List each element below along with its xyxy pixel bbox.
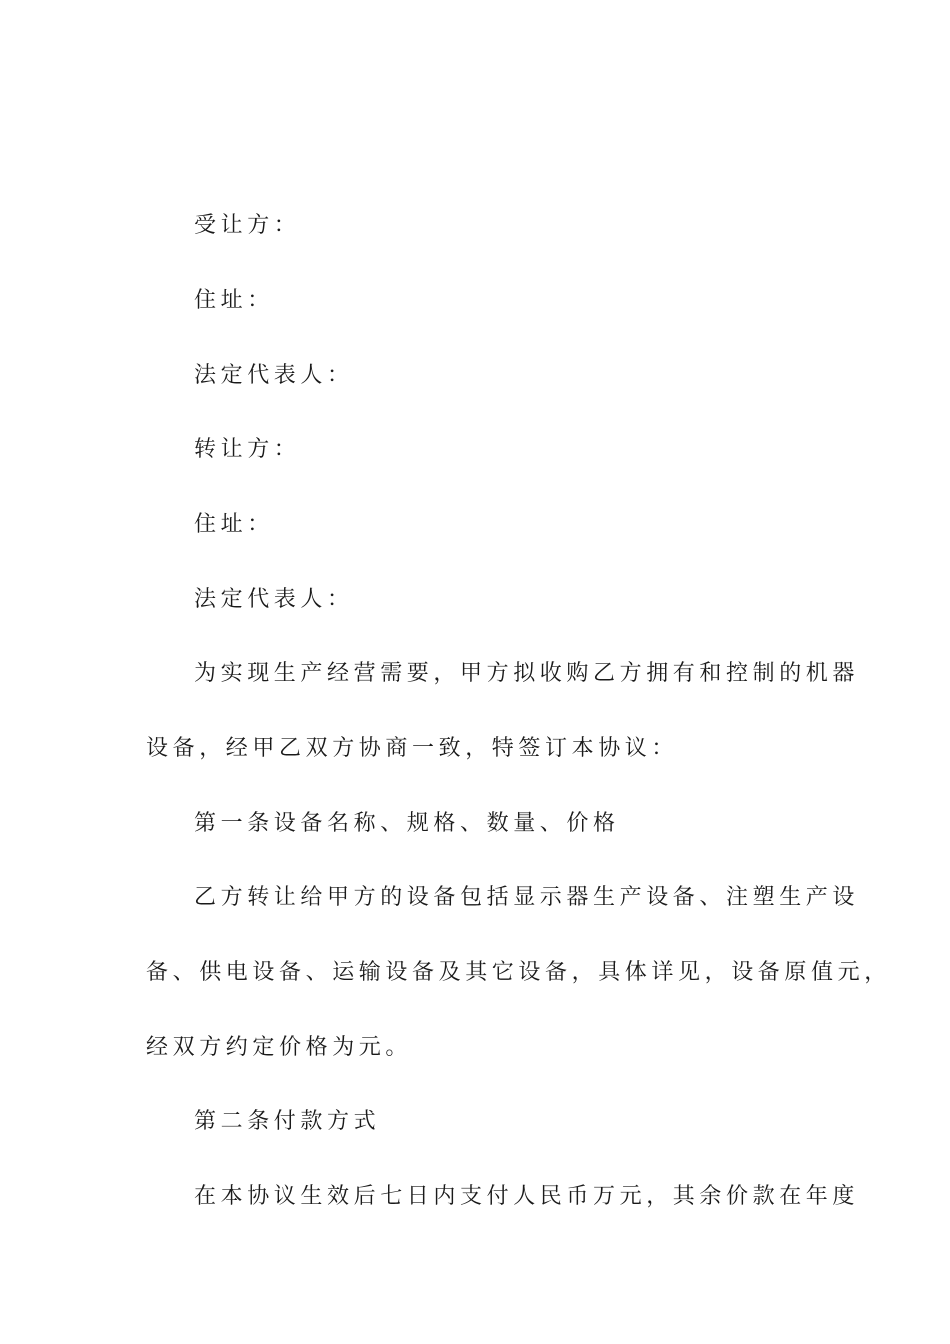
article-1-line-1: 乙方转让给甲方的设备包括显示器生产设备、注塑生产设 xyxy=(194,885,860,910)
transferee-representative-label: 法定代表人： xyxy=(194,363,354,388)
transferor-representative-label: 法定代表人： xyxy=(194,587,354,612)
article-1-line-2: 备、供电设备、运输设备及其它设备，具体详见，设备原值元， xyxy=(146,960,891,985)
article-2-heading: 第二条付款方式 xyxy=(194,1109,381,1134)
preamble-line-2: 设备，经甲乙双方协商一致，特签订本协议： xyxy=(146,736,679,761)
preamble-line-1: 为实现生产经营需要，甲方拟收购乙方拥有和控制的机器 xyxy=(194,661,860,686)
article-1-line-3: 经双方约定价格为元。 xyxy=(146,1035,413,1060)
article-1-heading: 第一条设备名称、规格、数量、价格 xyxy=(194,811,620,836)
transferee-label: 受让方： xyxy=(194,213,301,238)
transferor-label: 转让方： xyxy=(194,437,301,462)
transferor-address-label: 住址： xyxy=(194,512,274,537)
article-2-line-1: 在本协议生效后七日内支付人民币万元，其余价款在年度 xyxy=(194,1184,860,1209)
transferee-address-label: 住址： xyxy=(194,288,274,313)
